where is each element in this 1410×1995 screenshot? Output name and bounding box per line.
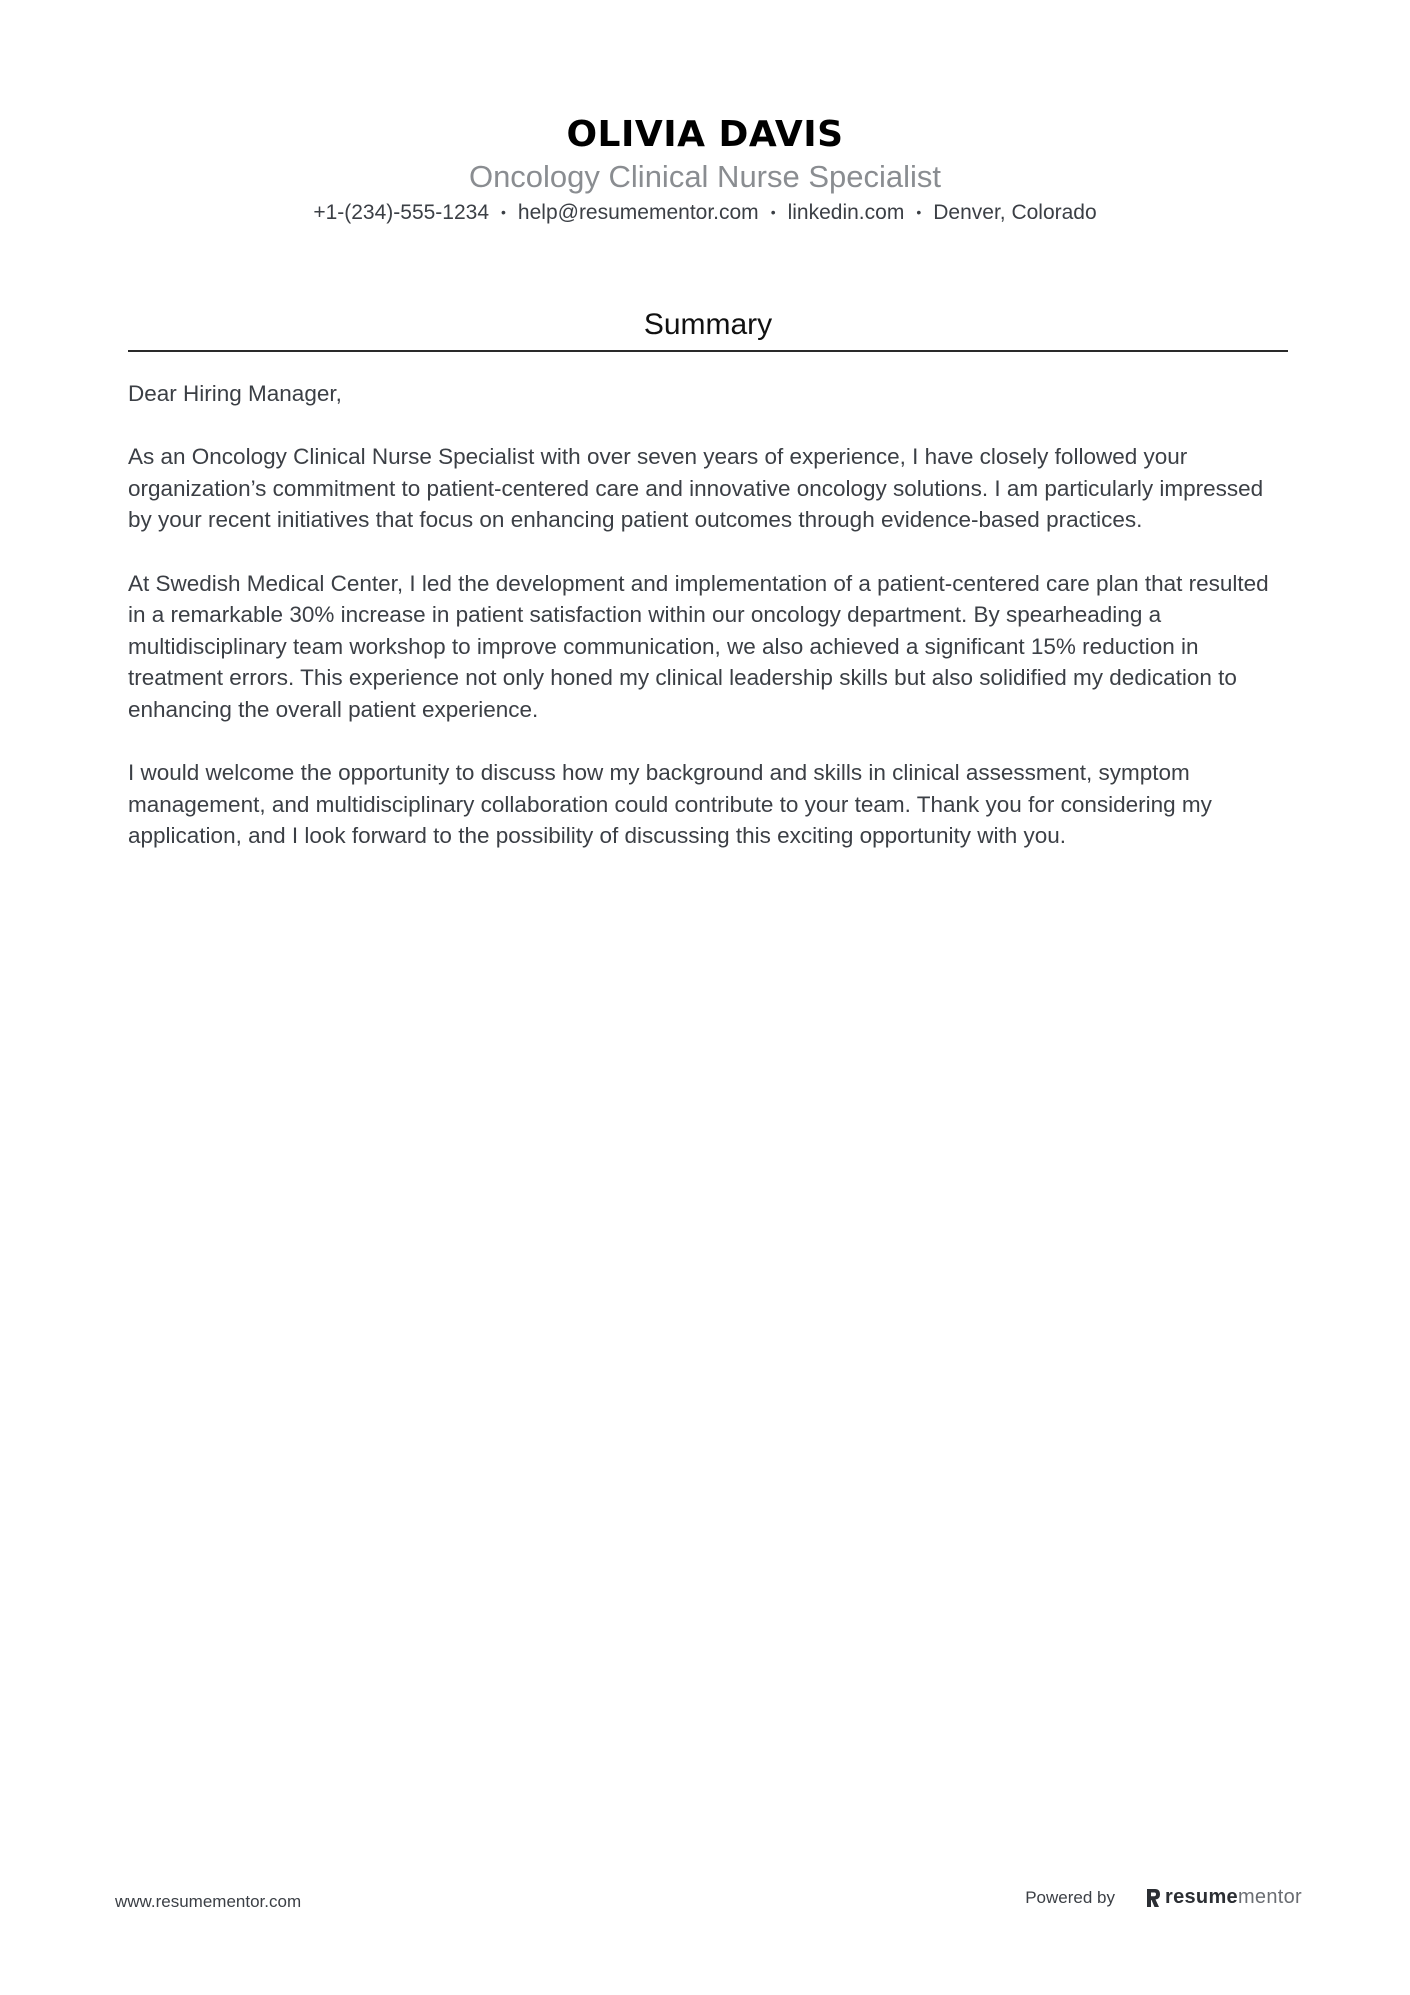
separator: • xyxy=(770,204,776,220)
powered-by-label: Powered by xyxy=(1025,1887,1115,1907)
paragraph: I would welcome the opportunity to discuss how my background and skills in clinical assessment, symptom management, and multidisciplinary collaboration could contribute to your team. Thank you for considering my application, and I look forward to the possibility of discussing this exciting opportunity with you. xyxy=(128,760,1212,849)
separator: • xyxy=(501,204,506,220)
section-title: Summary xyxy=(643,308,773,341)
contact-line xyxy=(0,198,1410,229)
section-divider xyxy=(128,350,1288,352)
resumementor-logo-icon xyxy=(1145,1888,1161,1908)
footer-website[interactable]: www.resumementor.com xyxy=(115,1892,302,1911)
candidate-name: OLIVIA DAVIS xyxy=(566,114,844,155)
phone: +1-(234)-555-1234 xyxy=(313,201,490,224)
brand-logo[interactable] xyxy=(1145,1886,1302,1909)
paragraph: At Swedish Medical Center, I led the development and implementation of a patient-centered care plan that resulted in a remarkable 30% increase in patient satisfaction within our oncology department. By spearheading a multidisciplinary team workshop to improve communication, we also achieved a significant 15% reduction in treatment errors. This experience not only honed my clinical leadership skills but also solidified my dedication to enhancing the overall patient experience. xyxy=(128,570,1269,722)
email[interactable]: help@resumementor.com xyxy=(517,201,759,224)
job-title: Oncology Clinical Nurse Specialist xyxy=(468,159,942,194)
separator: • xyxy=(916,204,922,220)
brand-text-part1: resume xyxy=(1165,1886,1238,1908)
location: Denver, Colorado xyxy=(933,201,1097,224)
salutation: Dear Hiring Manager, xyxy=(128,381,342,406)
header xyxy=(0,112,1410,229)
paragraph: As an Oncology Clinical Nurse Specialist with over seven years of experience, I have closely followed your organization’s commitment to patient-centered care and innovative oncology solutions. I am particularly impressed by your recent initiatives that focus on enhancing patient outcomes through evidence-based practices. xyxy=(128,444,1264,533)
website-link[interactable]: linkedin.com xyxy=(787,201,905,224)
brand-text-part2: mentor xyxy=(1237,1886,1302,1908)
letter-body xyxy=(128,378,1288,884)
footer-branding xyxy=(1025,1886,1302,1909)
